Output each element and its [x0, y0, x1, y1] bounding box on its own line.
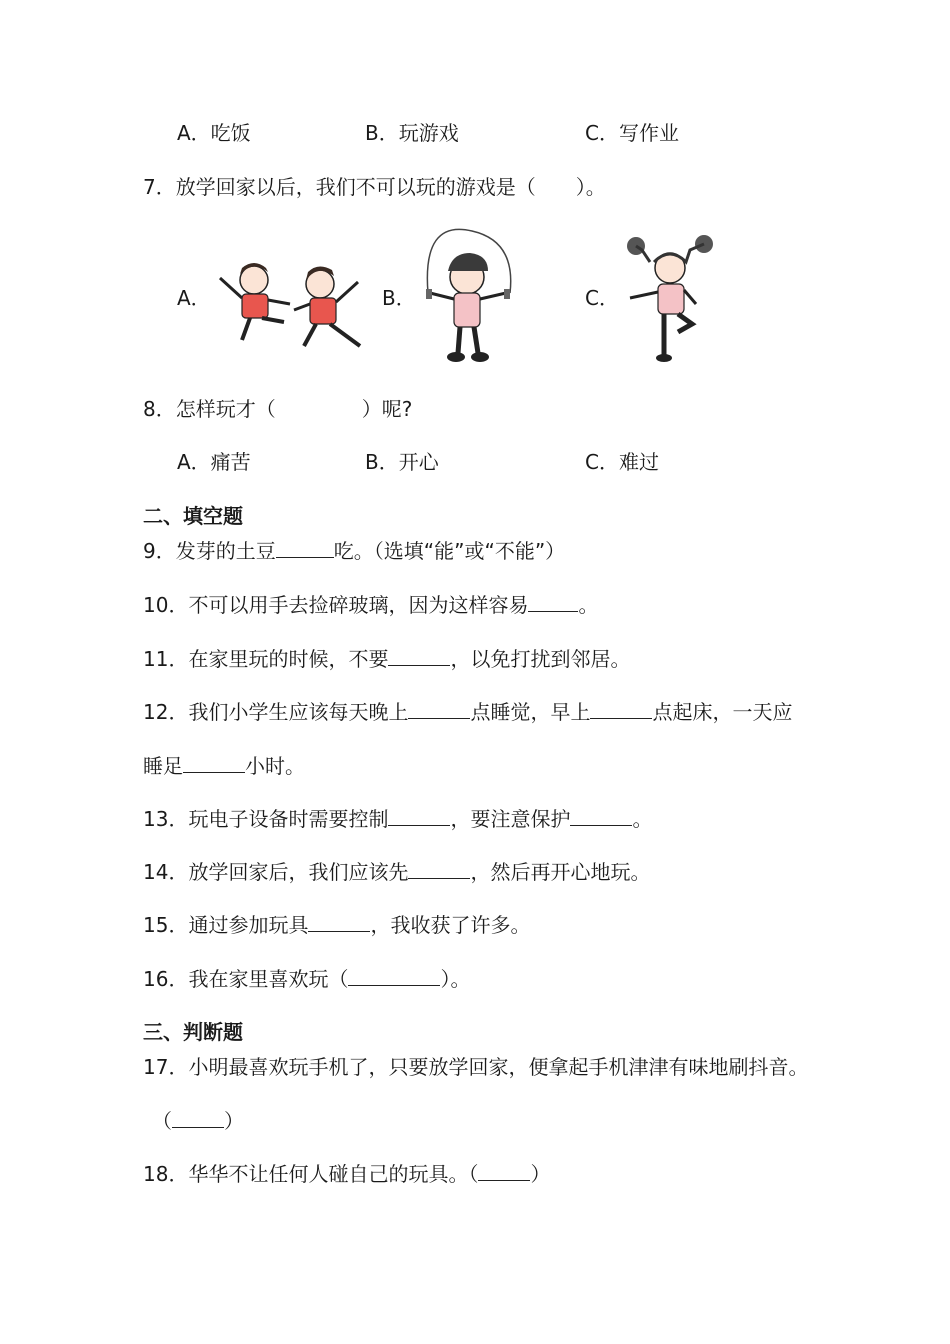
q6-option-b: B．玩游戏: [365, 121, 459, 145]
section-fill-in-title: 二、填空题: [143, 504, 243, 528]
q7-option-b: B．: [382, 286, 416, 310]
q17-text: 17．小明最喜欢玩手机了，只要放学回家，便拿起手机津津有味地刷抖音。: [143, 1055, 809, 1079]
q11-text: 11．在家里玩的时候，不要 ，以免打扰到邻居。: [143, 647, 631, 671]
q10-blank[interactable]: [528, 591, 578, 612]
q7-option-c: C．: [585, 286, 619, 310]
q14-text: 14．放学回家后，我们应该先 ，然后再开心地玩。: [143, 860, 651, 884]
q8-option-b: B．开心: [365, 450, 439, 474]
q12-blank-2[interactable]: [590, 698, 652, 719]
q10-text: 10．不可以用手去捡碎玻璃，因为这样容易 。: [143, 593, 599, 617]
q18-blank[interactable]: [478, 1160, 530, 1181]
q7-option-a: A．: [177, 286, 211, 310]
q15-blank[interactable]: [308, 911, 370, 932]
q13-text: 13．玩电子设备时需要控制 ，要注意保护 。: [143, 807, 653, 831]
q7-text: 7．放学回家以后，我们不可以玩的游戏是（ ）。: [143, 175, 606, 199]
q8-option-a: A．痛苦: [177, 450, 251, 474]
q17-blank[interactable]: [172, 1107, 224, 1128]
q14-blank[interactable]: [408, 858, 470, 879]
q17-answer: （ ）: [152, 1109, 244, 1133]
q13-blank-2[interactable]: [570, 805, 632, 826]
q11-blank[interactable]: [388, 645, 450, 666]
q16-blank[interactable]: [348, 965, 440, 986]
q6-option-a: A．吃饭: [177, 121, 251, 145]
q8-text: 8．怎样玩才（ ）呢?: [143, 397, 413, 421]
q9-blank[interactable]: [276, 537, 334, 558]
q8-option-c: C．难过: [585, 450, 659, 474]
q12-text-cont: 睡足 小时。: [143, 754, 305, 778]
jump-rope-boy-image: [412, 225, 522, 375]
q15-text: 15．通过参加玩具 ，我收获了许多。: [143, 913, 531, 937]
fighting-boys-image: [212, 258, 367, 358]
girl-playing-image: [620, 232, 720, 369]
section-judgement-title: 三、判断题: [143, 1020, 243, 1044]
q13-blank-1[interactable]: [388, 805, 450, 826]
q16-text: 16．我在家里喜欢玩（ ）。: [143, 967, 471, 991]
q18-text: 18．华华不让任何人碰自己的玩具。（ ）: [143, 1162, 551, 1186]
q12-blank-3[interactable]: [183, 752, 245, 773]
q9-text: 9．发芽的土豆 吃。（选填“能”或“不能”）: [143, 539, 566, 563]
q12-text: 12．我们小学生应该每天晚上 点睡觉，早上 点起床，一天应: [143, 700, 793, 724]
q6-option-c: C．写作业: [585, 121, 679, 145]
q12-blank-1[interactable]: [408, 698, 470, 719]
